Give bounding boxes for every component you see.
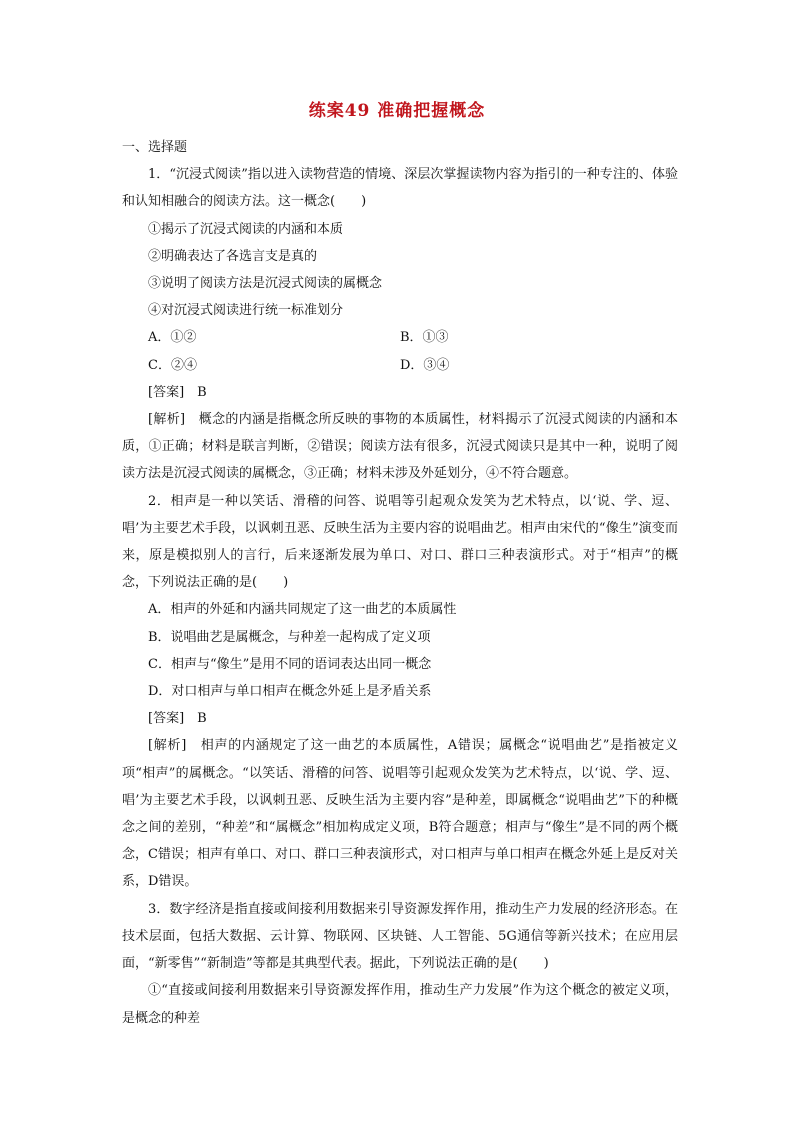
page-title: 练案49 准确把握概念 xyxy=(308,101,486,121)
q1-options-row-2 xyxy=(122,352,678,379)
q2-option-d: D．对口相声与单口相声在概念外延上是矛盾关系 xyxy=(148,684,432,700)
q1-answer: [答案] B xyxy=(148,384,207,400)
q1-item-2: ②明确表达了各选言支是真的 xyxy=(148,248,318,264)
q1-item-3: ③说明了阅读方法是沉浸式阅读的属概念 xyxy=(148,276,383,292)
q1-stem: 1．“沉浸式阅读”指以进入读物营造的情境、深层次掌握读物内容为指引的一种专注的、体验和认知相融合的阅读方法。这一概念( ) xyxy=(122,167,678,210)
q2-option-a: A．相声的外延和内涵共同规定了这一曲艺的本质属性 xyxy=(148,602,457,618)
q3-stem: 3．数字经济是指直接或间接利用数据来引导资源发挥作用，推动生产力发展的经济形态。在技术层面，包括大数据、云计算、物联网、区块链、人工智能、5G通信等新兴技术；在应用层面，“新零售”“新制造”等都是其典型代表。据此，下列说法正确的是( ) xyxy=(122,901,678,972)
q1-options-row-1 xyxy=(122,324,678,351)
q1-option-d: D．③④ xyxy=(400,357,450,373)
q2-answer: [答案] B xyxy=(148,711,207,727)
q1-option-c: C．②④ xyxy=(148,357,197,373)
content xyxy=(122,134,678,1032)
q2-option-c: C．相声与“像生”是用不同的语词表达出同一概念 xyxy=(148,656,432,672)
q1-item-1: ①揭示了沉浸式阅读的内涵和本质 xyxy=(148,221,344,237)
q2-option-b: B．说唱曲艺是属概念，与种差一起构成了定义项 xyxy=(148,629,431,645)
q2-stem: 2．相声是一种以笑话、滑稽的问答、说唱等引起观众发笑为艺术特点，以‘说、学、逗、唱’为主要艺术手段，以讽刺丑恶、反映生活为主要内容的说唱曲艺。相声由宋代的“像生”演变而来，原是模拟别人的言行，后来逐渐发展为单口、对口、群口三种表演形式。对于“相声”的概念，下列说法正确的是( ) xyxy=(122,493,678,591)
q1-item-4: ④对沉浸式阅读进行统一标准划分 xyxy=(148,303,344,319)
q1-option-a: A．①② xyxy=(148,330,197,346)
q3-item-1: ①“直接或间接利用数据来引导资源发挥作用，推动生产力发展”作为这个概念的被定义项，是概念的种差 xyxy=(122,983,678,1026)
q2-analysis: [解析] 相声的内涵规定了这一曲艺的本质属性，A错误；属概念“说唱曲艺”是指被定义项“相声”的属概念。“以笑话、滑稽的问答、说唱等引起观众发笑为艺术特点，以‘说、学、逗、唱’为主要艺术手段，以讽刺丑恶、反映生活为主要内容”是种差，即属概念“说唱曲艺”下的种概念之间的差别，“种差”和“属概念”相加构成定义项，B符合题意；相声与“像生”是不同的两个概念，C错误；相声有单口、对口、群口三种表演形式，对口相声与单口相声在概念外延上是反对关系，D错误。 xyxy=(122,738,678,890)
section-heading: 一、选择题 xyxy=(122,140,188,155)
q1-analysis: [解析] 概念的内涵是指概念所反映的事物的本质属性，材料揭示了沉浸式阅读的内涵和本质，①正确；材料是联言判断，②错误；阅读方法有很多，沉浸式阅读只是其中一种，说明了阅读方法是沉浸式阅读的属概念，③正确；材料未涉及外延划分，④不符合题意。 xyxy=(122,412,678,482)
q1-option-b: B．①③ xyxy=(400,330,449,346)
